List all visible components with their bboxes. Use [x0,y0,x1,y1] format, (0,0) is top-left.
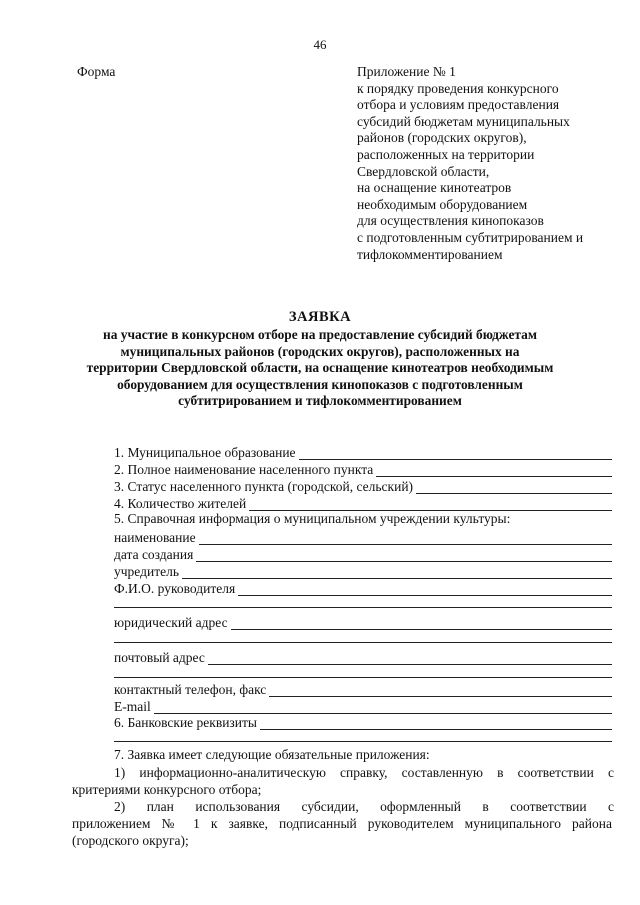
director-input-line[interactable] [238,583,612,596]
founder-label: учредитель [114,564,179,579]
municipality-label: 1. Муниципальное образование [114,445,296,460]
phone-fax-field[interactable] [114,679,612,697]
bank-details-field[interactable] [114,712,612,730]
settlement-name-field[interactable] [114,459,612,477]
appendix-line: к порядку проведения конкурсного [357,80,559,96]
subtitle-line: муниципальных районов (городских округов), расположенных на [120,343,520,359]
document-title: ЗАЯВКА [288,309,352,325]
appendix-line: отбора и условиям предоставления [357,97,560,113]
legal-address-label: юридический адрес [114,615,228,630]
director-field[interactable] [114,578,612,596]
subtitle-line: на участие в конкурсном отборе на предоставление субсидий бюджетам [103,327,537,342]
settlement-name-label: 2. Полное наименование населенного пункта [114,462,374,477]
appendix-line: тифлокомментированием [357,246,503,262]
appendix-line: районов (городских округов), [357,130,527,146]
subtitle-line: субтитрированием и тифлокомментированием [178,393,462,408]
postal-address-input-line[interactable] [208,652,612,665]
attachment-item-2: 2) план использования субсидии, оформленный в соответствии с [114,799,614,814]
appendix-block [357,64,627,263]
attachment-item-1: 1) информационно-аналитическую справку, составленную в соответствии с [114,765,614,780]
appendix-line: на оснащение кинотеатров [357,180,512,196]
settlement-status-field[interactable] [114,476,612,494]
bank-details-input-line[interactable] [260,717,612,730]
appendix-line: Приложение № 1 [357,64,456,79]
founder-field[interactable] [114,561,612,579]
appendix-line: расположенных на территории [357,146,535,162]
settlement-status-label: 3. Статус населенного пункта (городской, сельский) [114,479,414,494]
population-label: 4. Количество жителей [114,496,247,511]
legal-address-field[interactable] [114,612,612,630]
email-label: E-mail [114,699,151,714]
population-field[interactable] [114,493,612,511]
appendix-line: субсидий бюджетам муниципальных [357,113,570,129]
form-label: Форма [77,64,116,79]
postal-address-field[interactable] [114,647,612,665]
subtitle-line: оборудованием для осуществления кинопоказов с подготовленным [117,376,523,392]
institution-name-label: наименование [114,530,196,545]
attachment-item-2-line-2: приложением № 1 к заявке, подписанный руководителем муниципального района [72,816,612,831]
postal-address-label: почтовый адрес [114,650,205,665]
appendix-line: Свердловской области, [357,163,490,179]
subtitle-line: территории Свердловской области, на оснащение кинотеатров необходимым [86,360,554,375]
appendix-line: с подготовленным субтитрированием и [357,229,584,245]
founding-date-field[interactable] [114,544,612,562]
legal-address-extra-line[interactable] [114,642,612,643]
bank-details-label: 6. Банковские реквизиты [114,715,257,730]
director-label: Ф.И.О. руководителя [114,581,236,596]
phone-fax-label: контактный телефон, факс [114,682,267,697]
appendix-line: необходимым оборудованием [357,196,528,212]
attachment-item-1-continuation: критериями конкурсного отбора; [72,782,262,797]
founding-date-label: дата создания [114,547,194,562]
attachments-heading: 7. Заявка имеет следующие обязательные приложения: [114,747,430,762]
bank-details-extra-line[interactable] [114,741,612,742]
legal-address-input-line[interactable] [231,617,612,630]
page-number: 46 [313,37,327,52]
culture-info-heading: 5. Справочная информация о муниципальном учреждении культуры: [114,511,511,526]
institution-name-field[interactable] [114,527,612,545]
municipality-field[interactable] [114,442,612,460]
postal-address-extra-line[interactable] [114,677,612,678]
director-extra-line[interactable] [114,607,612,608]
attachment-item-2-continuation: (городского округа); [72,833,189,848]
appendix-line: для осуществления кинопоказов [357,213,544,229]
document-subtitle [80,327,560,410]
